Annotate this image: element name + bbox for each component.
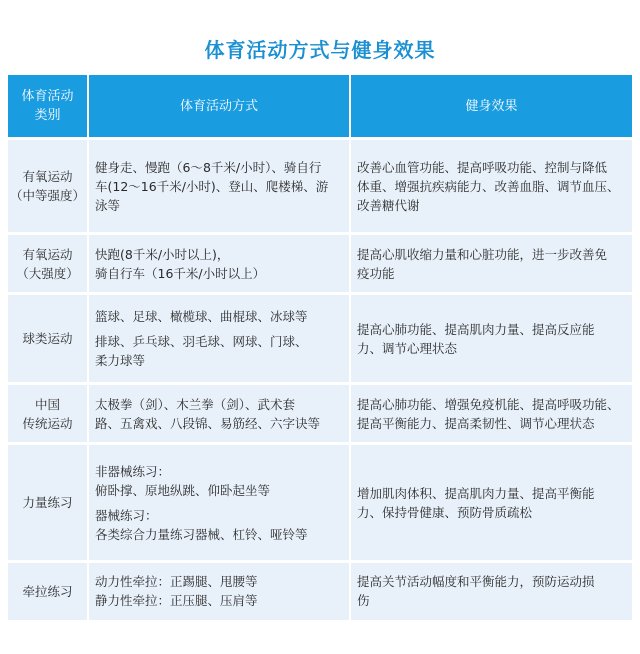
effect-text: 提高心肺功能、增强免疫机能、提高呼吸功能、 — [357, 396, 620, 412]
method-cell — [88, 139, 350, 234]
table-row — [8, 139, 632, 234]
effect-text: 伤 — [357, 593, 370, 609]
table-row — [8, 294, 632, 384]
method-cell — [88, 444, 350, 562]
method-text: 路、五禽戏、八段锦、易筋经、六字诀等 — [95, 415, 321, 431]
header-effect: 健身效果 — [350, 75, 632, 139]
method-text: 车(12～16千米/小时)、登山、爬楼梯、游 — [95, 178, 329, 194]
table-row — [8, 384, 632, 444]
category-text: 有氧运动 — [22, 246, 73, 262]
category-text: 球类运动 — [22, 331, 73, 346]
effect-text: 力、调节心理状态 — [357, 340, 458, 356]
page-title: 体育活动方式与健身效果 — [204, 38, 436, 62]
header-row — [8, 75, 632, 139]
method-text: 器械练习： — [95, 507, 158, 523]
table-row — [8, 562, 632, 620]
method-cell — [88, 234, 350, 294]
method-text: 动力性牵拉：正踢腿、甩腰等 — [95, 574, 258, 590]
effect-text: 提高平衡能力、提高柔韧性、调节心理状态 — [357, 415, 595, 431]
category-cell — [8, 384, 88, 444]
effect-text: 改善心血管功能、提高呼吸功能、控制与降低 — [357, 159, 608, 175]
method-text: 健身走、慢跑（6～8千米/小时）、骑自行 — [95, 159, 322, 175]
effect-cell — [350, 384, 632, 444]
effect-cell — [350, 139, 632, 234]
effect-cell — [350, 444, 632, 562]
method-text: 各类综合力量练习器械、杠铃、哑铃等 — [95, 526, 308, 542]
category-text: 中国 — [34, 396, 60, 412]
category-cell — [8, 139, 88, 234]
effect-cell — [350, 234, 632, 294]
table-row — [8, 444, 632, 562]
method-text: 太极拳（剑）、木兰拳（剑）、武术套 — [95, 396, 296, 412]
method-text: 篮球、足球、橄榄球、曲棍球、冰球等 — [95, 309, 308, 324]
category-cell — [8, 444, 88, 562]
effect-text: 提高关节活动幅度和平衡能力，预防运动损 — [357, 574, 595, 590]
fitness-table — [8, 75, 632, 620]
method-text: 快跑(8千米/小时以上)， — [95, 246, 230, 262]
method-text: 排球、乒乓球、羽毛球、网球、门球、 — [95, 334, 308, 349]
category-cell — [8, 562, 88, 620]
header-method: 体育活动方式 — [88, 75, 350, 139]
method-text: 静力性牵拉：正压腿、压肩等 — [95, 593, 258, 609]
category-text: （大强度） — [16, 265, 79, 281]
method-text: 骑自行车（16千米/小时以上） — [95, 265, 266, 281]
category-text: （中等强度） — [9, 188, 85, 203]
category-text: 有氧运动 — [22, 169, 73, 184]
effect-text: 体重、增强抗疾病能力、改善血脂、调节血压、 — [357, 178, 620, 194]
effect-text: 提高心肌收缩力量和心脏功能，进一步改善免 — [357, 246, 608, 262]
effect-cell — [350, 562, 632, 620]
effect-text: 改善糖代谢 — [357, 197, 420, 213]
header-category-line: 类别 — [34, 108, 61, 123]
method-cell — [88, 562, 350, 620]
effect-text: 力、保持骨健康、预防骨质疏松 — [357, 504, 533, 520]
category-text: 传统运动 — [22, 415, 73, 431]
category-text: 力量练习 — [22, 495, 73, 510]
table-row — [8, 234, 632, 294]
category-cell — [8, 294, 88, 384]
method-text: 泳等 — [95, 197, 121, 213]
category-cell — [8, 234, 88, 294]
header-category-line: 体育活动 — [21, 89, 74, 104]
method-text: 柔力球等 — [95, 353, 146, 368]
method-text: 俯卧撑、原地纵跳、仰卧起坐等 — [95, 482, 271, 498]
effect-text: 增加肌肉体积、提高肌肉力量、提高平衡能 — [357, 485, 595, 501]
method-cell — [88, 294, 350, 384]
method-cell — [88, 384, 350, 444]
effect-text: 疫功能 — [357, 265, 395, 281]
effect-cell — [350, 294, 632, 384]
category-text: 牵拉练习 — [22, 583, 73, 599]
effect-text: 提高心肺功能、提高肌肉力量、提高反应能 — [357, 321, 595, 337]
header-category — [8, 75, 88, 139]
method-text: 非器械练习： — [95, 463, 171, 479]
